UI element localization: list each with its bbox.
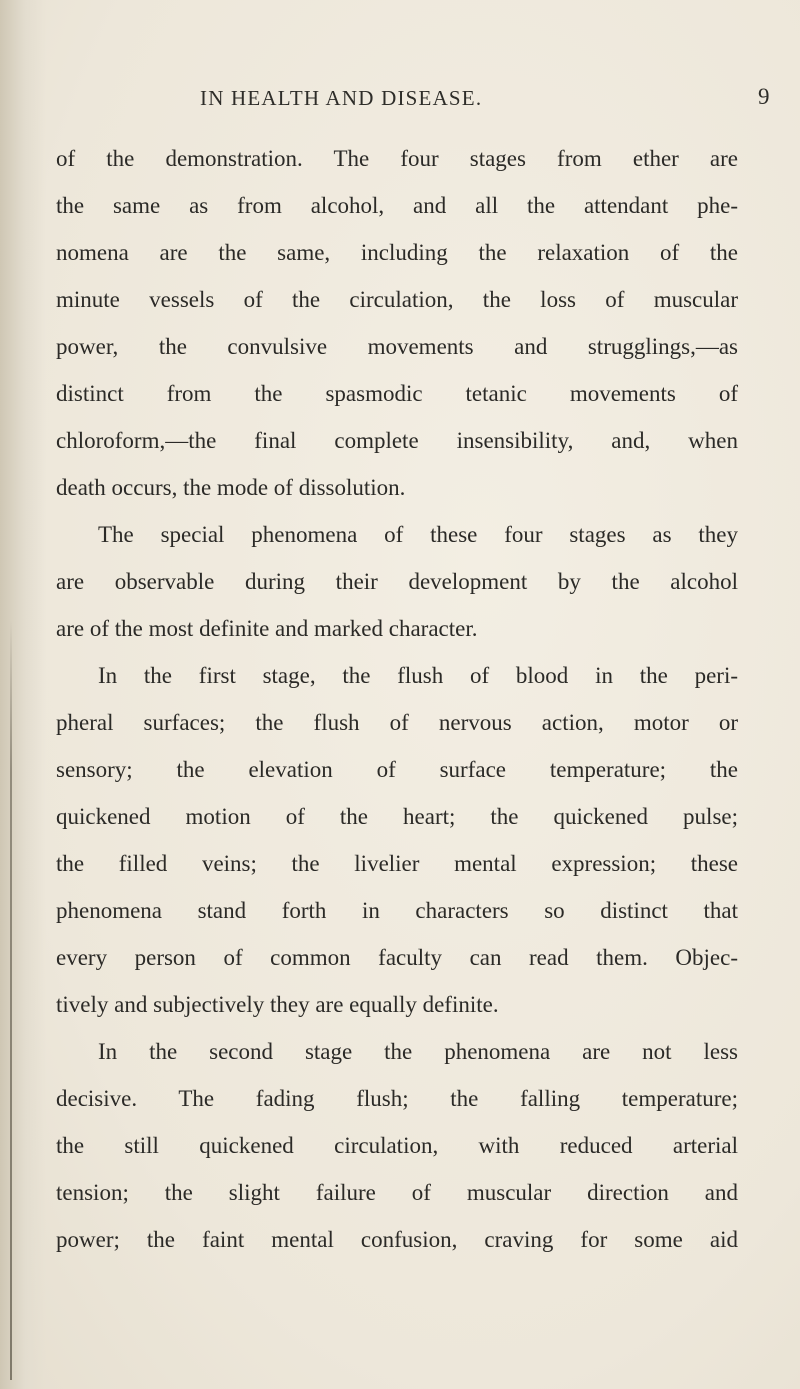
binding-gutter [0, 0, 46, 1389]
body-line: In the first stage, the flush of blood in the peri- [98, 663, 738, 688]
running-head: IN HEALTH AND DISEASE. [200, 86, 483, 110]
body-line: death occurs, the mode of dissolution. [56, 475, 406, 500]
body-line: distinct from the spasmodic tetanic movements of [56, 381, 738, 406]
body-line: the filled veins; the livelier mental expression; these [56, 851, 738, 876]
body-line: phenomena stand forth in characters so distinct that [56, 898, 738, 923]
body-line: quickened motion of the heart; the quickened pulse; [56, 804, 738, 829]
body-line: the same as from alcohol, and all the attendant phe- [56, 193, 738, 218]
body-line: power; the faint mental confusion, craving for some aid [56, 1227, 738, 1252]
body-line: pheral surfaces; the flush of nervous action, motor or [56, 710, 738, 735]
body-line: are of the most definite and marked character. [56, 616, 478, 641]
body-line: every person of common faculty can read them. Objec- [56, 945, 738, 970]
body-line: tension; the slight failure of muscular direction and [56, 1180, 738, 1205]
body-line: minute vessels of the circulation, the loss of muscular [56, 287, 738, 312]
body-line: the still quickened circulation, with reduced arterial [56, 1133, 738, 1158]
body-line: power, the convulsive movements and strugglings,—as [56, 334, 738, 359]
body-line: nomena are the same, including the relaxation of the [56, 240, 738, 265]
body-line: are observable during their development by the alcohol [56, 569, 738, 594]
body-line: The special phenomena of these four stages as they [98, 522, 738, 547]
body-line: In the second stage the phenomena are not less [98, 1039, 738, 1064]
body-line: decisive. The fading flush; the falling temperature; [56, 1086, 738, 1111]
binding-edge [10, 620, 12, 1380]
body-line: of the demonstration. The four stages from ether are [56, 146, 738, 171]
page-number: 9 [758, 84, 770, 109]
body-line: sensory; the elevation of surface temperature; the [56, 757, 738, 782]
body-line: chloroform,—the final complete insensibility, and, when [56, 428, 738, 453]
body-line: tively and subjectively they are equally definite. [56, 992, 499, 1017]
